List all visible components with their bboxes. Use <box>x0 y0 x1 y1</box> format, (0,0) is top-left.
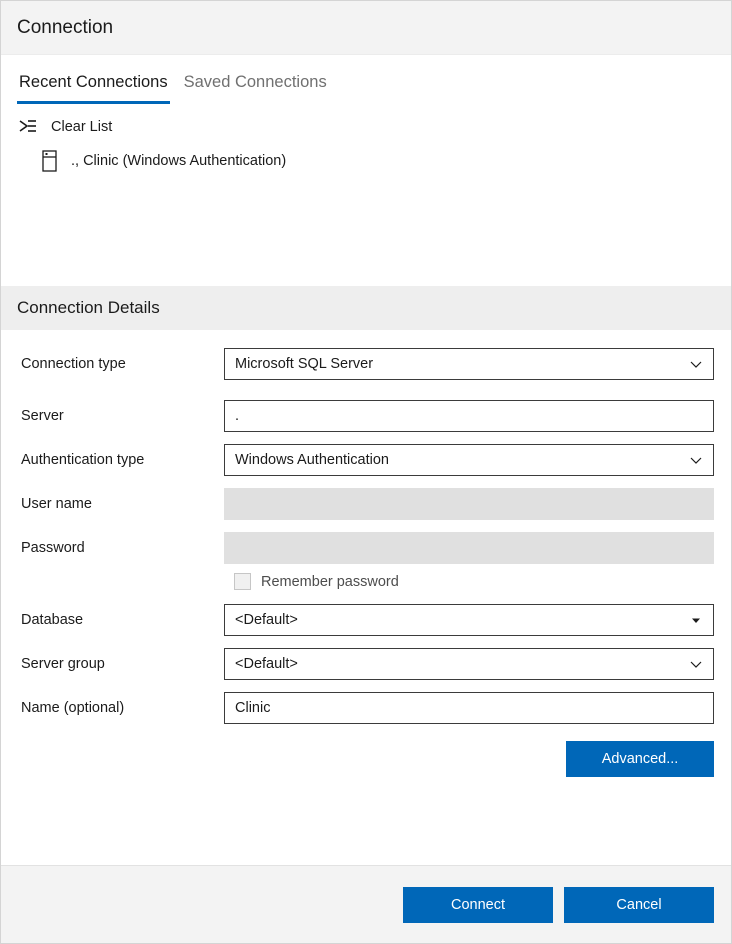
advanced-row <box>18 741 714 777</box>
dialog-title: Connection <box>17 16 114 38</box>
chevron-down-icon <box>689 657 703 671</box>
chevron-down-icon <box>689 357 703 371</box>
password-input <box>224 532 714 564</box>
name-optional-label: Name (optional) <box>21 700 125 716</box>
database-select[interactable] <box>224 604 714 636</box>
list-item-label: ., Clinic (Windows Authentication) <box>71 153 287 169</box>
connection-type-value: Microsoft SQL Server <box>235 356 374 372</box>
connect-button[interactable]: Connect <box>403 887 553 923</box>
authentication-type-row <box>18 444 714 476</box>
name-optional-input[interactable] <box>224 692 714 724</box>
server-group-row <box>18 648 714 680</box>
recent-connections-list <box>1 104 731 286</box>
tab-list <box>17 69 715 104</box>
connection-type-row <box>18 348 714 380</box>
database-value: <Default> <box>235 612 298 628</box>
clear-list-row[interactable] <box>17 110 715 144</box>
connection-details-form <box>1 330 731 865</box>
chevron-down-icon <box>689 453 703 467</box>
database-label: Database <box>21 612 84 628</box>
authentication-type-value: Windows Authentication <box>235 452 389 468</box>
clear-list-icon <box>17 115 41 139</box>
password-row <box>18 532 714 564</box>
server-icon <box>37 149 61 173</box>
connection-details-header <box>1 286 731 330</box>
authentication-type-select[interactable] <box>224 444 714 476</box>
remember-password-label: Remember password <box>261 573 399 590</box>
dialog-footer <box>1 865 731 943</box>
remember-password-row <box>18 573 714 590</box>
server-group-value: <Default> <box>235 656 298 672</box>
database-row <box>18 604 714 636</box>
server-row <box>18 400 714 432</box>
server-value: . <box>235 408 240 424</box>
connection-type-label: Connection type <box>21 356 126 372</box>
tab-recent-connections[interactable]: Recent Connections <box>17 69 170 104</box>
name-optional-value: Clinic <box>235 700 271 716</box>
caret-down-icon <box>689 613 703 627</box>
name-optional-row <box>18 692 714 724</box>
user-name-input <box>224 488 714 520</box>
authentication-type-label: Authentication type <box>21 452 145 468</box>
dialog-titlebar <box>1 1 731 55</box>
cancel-button[interactable]: Cancel <box>564 887 714 923</box>
user-name-row <box>18 488 714 520</box>
tabs-area <box>1 55 731 104</box>
connection-type-select[interactable] <box>224 348 714 380</box>
connection-details-title: Connection Details <box>17 298 160 317</box>
remember-password-checkbox[interactable] <box>234 573 251 590</box>
user-name-label: User name <box>21 496 92 512</box>
password-label: Password <box>21 540 85 556</box>
list-item[interactable] <box>37 144 715 178</box>
server-label: Server <box>21 408 64 424</box>
server-input[interactable] <box>224 400 714 432</box>
advanced-button[interactable]: Advanced... <box>566 741 714 777</box>
server-group-select[interactable] <box>224 648 714 680</box>
clear-list-label: Clear List <box>51 119 113 135</box>
tab-saved-connections[interactable]: Saved Connections <box>183 73 327 91</box>
server-group-label: Server group <box>21 656 105 672</box>
